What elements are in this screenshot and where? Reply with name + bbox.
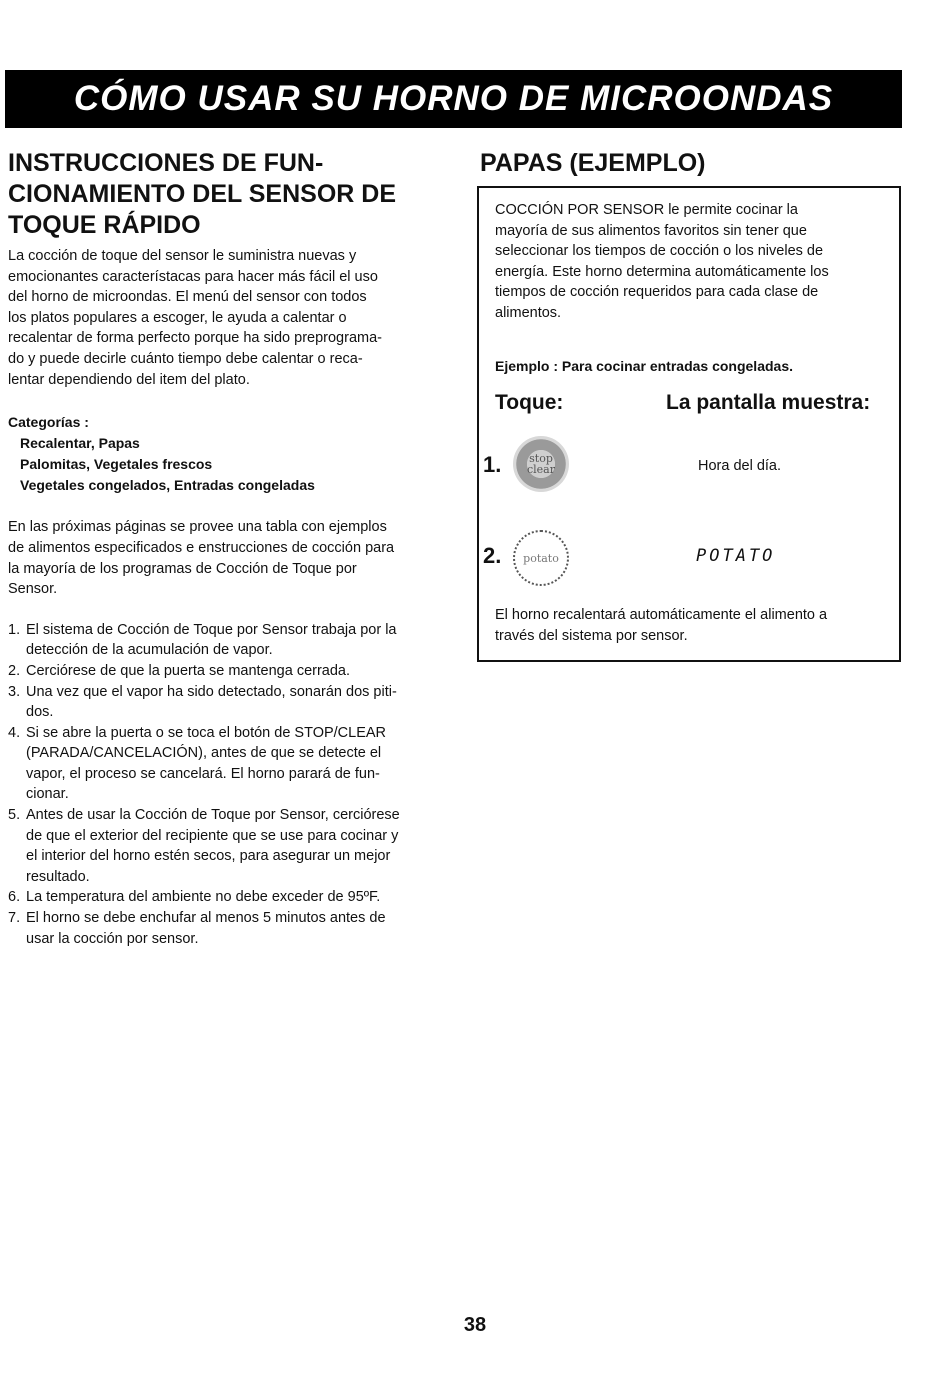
example-line: Ejemplo : Para cocinar entradas congeladas. xyxy=(495,358,793,374)
step-number: 1. xyxy=(483,452,502,477)
intro-paragraph xyxy=(8,246,463,390)
page-number: 38 xyxy=(463,1314,487,1336)
text-line: cionar. xyxy=(26,786,69,803)
text-line: de que el exterior del recipiente que se use para cocinar y xyxy=(26,827,399,844)
text-line: alimentos. xyxy=(495,304,562,321)
category-item: Palomitas, Vegetales frescos xyxy=(20,455,213,472)
title-banner xyxy=(5,70,902,128)
display-column-header: La pantalla muestra: xyxy=(666,391,871,414)
categories-label: Categorías : xyxy=(8,414,89,431)
pad-label: clear xyxy=(526,463,555,476)
list-item xyxy=(8,805,463,887)
text-line: La temperatura del ambiente no debe exceder de 95ºF. xyxy=(26,889,381,906)
text-line: Una vez que el vapor ha sido detectado, sonarán dos piti- xyxy=(26,683,397,700)
text-line: Cerciórese de que la puerta se mantenga cerrada. xyxy=(26,662,351,679)
text-line: través del sistema por sensor. xyxy=(495,627,688,644)
text-line: tiempos de cocción requeridos para cada clase de xyxy=(495,284,819,301)
text-line: El sistema de Cocción de Toque por Sensor trabaja por la xyxy=(26,621,397,638)
list-item xyxy=(8,887,463,908)
heading-line: INSTRUCCIONES DE FUN- xyxy=(8,149,324,177)
text-line: los platos populares a escoger, le ayuda a calentar o xyxy=(8,309,347,326)
item-number: 4. xyxy=(8,724,21,741)
text-line: energía. Este horno determina automáticamente los xyxy=(495,263,829,280)
text-line: Antes de usar la Cocción de Toque por Sensor, cerciórese xyxy=(26,807,400,824)
text-line: seleccionar los tiempos de cocción o los niveles de xyxy=(495,243,824,260)
category-item: Recalentar, Papas xyxy=(20,434,140,451)
potato-pad-icon xyxy=(513,530,569,586)
text-line: Sensor. xyxy=(8,581,58,598)
tables-paragraph xyxy=(8,517,463,599)
item-number: 1. xyxy=(8,621,21,638)
text-line: emocionantes característacas para hacer más fácil el uso xyxy=(8,268,378,285)
text-line: detección de la acumulación de vapor. xyxy=(26,642,273,659)
heading-line: CIONAMIENTO DEL SENSOR DE xyxy=(8,180,397,208)
text-line: el interior del horno estén secos, para asegurar un mejor xyxy=(26,848,391,865)
display-time-of-day: Hora del día. xyxy=(698,458,782,474)
item-number: 2. xyxy=(8,662,21,679)
text-line: La cocción de toque del sensor le suministra nuevas y xyxy=(8,248,357,264)
sensor-footer xyxy=(495,605,899,646)
heading-line: TOQUE RÁPIDO xyxy=(8,211,201,239)
step-number: 2. xyxy=(483,543,502,568)
text-line: COCCIÓN POR SENSOR le permite cocinar la xyxy=(495,202,798,218)
touch-column-header: Toque: xyxy=(495,391,564,414)
text-line: El horno se debe enchufar al menos 5 minutos antes de xyxy=(26,910,386,927)
item-number: 7. xyxy=(8,910,21,927)
item-number: 5. xyxy=(8,807,21,824)
text-line: (PARADA/CANCELACIÓN), antes de que se detecte el xyxy=(26,745,382,762)
text-line: usar la cocción por sensor. xyxy=(26,930,199,947)
sensor-intro xyxy=(495,200,899,324)
section-heading xyxy=(8,148,463,241)
text-line: recalentar de forma perfecto porque ha sido preprograma- xyxy=(8,330,382,347)
text-line: vapor, el proceso se cancelará. El horno parará de fun- xyxy=(26,765,380,782)
list-item xyxy=(8,908,463,949)
item-number: 6. xyxy=(8,889,21,906)
text-line: do y puede decirle cuánto tiempo debe calentar o reca- xyxy=(8,350,363,367)
display-potato: POTATO xyxy=(696,546,776,566)
left-column xyxy=(8,148,463,949)
banner-title: CÓMO USAR SU HORNO DE MICROONDAS xyxy=(73,79,834,118)
category-item: Vegetales congelados, Entradas congeladas xyxy=(20,476,315,493)
list-item xyxy=(8,661,463,682)
text-line: resultado. xyxy=(26,868,90,885)
text-line: del horno de microondas. El menú del sensor con todos xyxy=(8,289,367,306)
text-line: dos. xyxy=(26,704,54,721)
text-line: lentar dependiendo del item del plato. xyxy=(8,371,250,388)
list-item xyxy=(8,620,463,661)
text-line: En las próximas páginas se provee una tabla con ejemplos xyxy=(8,519,387,536)
categories-block xyxy=(8,412,463,495)
pad-label: potato xyxy=(523,551,559,565)
stop-clear-pad-icon xyxy=(513,436,569,492)
example-box xyxy=(477,186,901,662)
item-number: 3. xyxy=(8,683,21,700)
text-line: Si se abre la puerta o se toca el botón de STOP/CLEAR xyxy=(26,724,387,741)
instruction-list xyxy=(8,620,463,950)
list-item xyxy=(8,682,463,723)
text-line: la mayoría de los programas de Cocción de Toque por xyxy=(8,560,357,577)
example-heading: PAPAS (EJEMPLO) xyxy=(480,149,706,177)
pad-label: stop xyxy=(529,452,553,465)
text-line: de alimentos especificados e enstrucciones de cocción para xyxy=(8,539,395,556)
text-line: El horno recalentará automáticamente el alimento a xyxy=(495,607,828,623)
text-line: mayoría de sus alimentos favoritos sin tener que xyxy=(495,222,807,239)
list-item xyxy=(8,723,463,805)
